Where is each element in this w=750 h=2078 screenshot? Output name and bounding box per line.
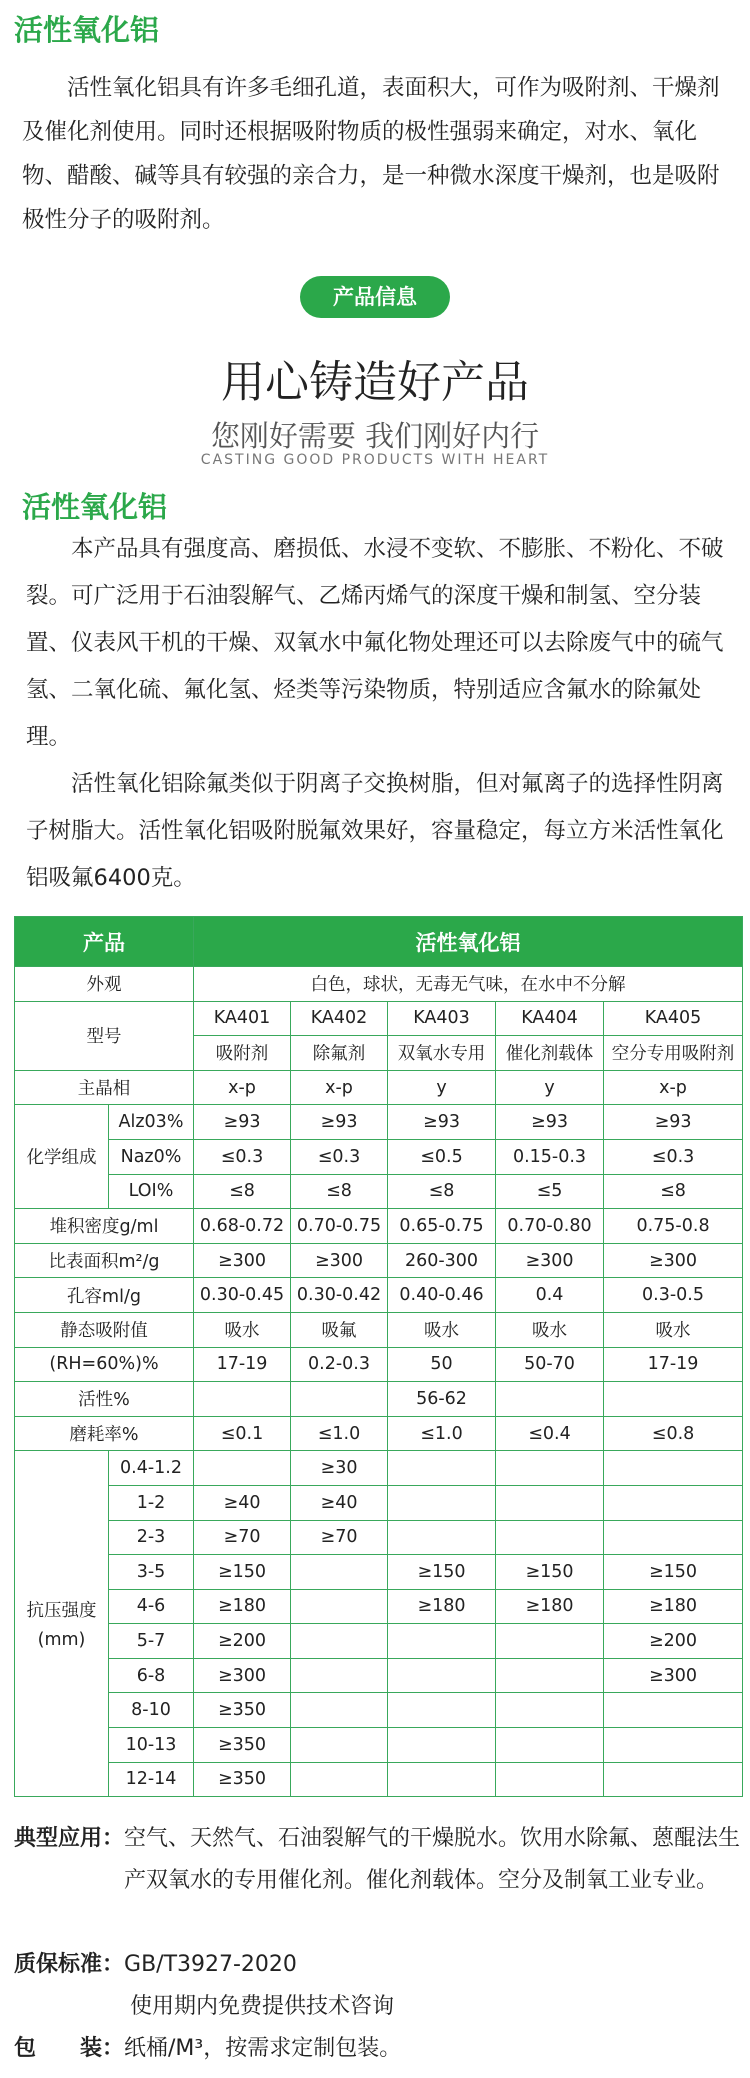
strength-cell: ≥350	[194, 1693, 291, 1728]
table-row	[15, 1278, 743, 1313]
strength-size-label: 3-5	[109, 1555, 194, 1590]
slogan-en: CASTING GOOD PRODUCTS WITH HEART	[200, 452, 550, 468]
table-row	[15, 1243, 743, 1278]
table-row	[15, 1555, 743, 1590]
phase-cell: y	[496, 1070, 604, 1105]
adsorb-type-cell: 吸水	[194, 1312, 291, 1347]
strength-cell: ≥40	[194, 1485, 291, 1520]
strength-cell	[604, 1451, 743, 1486]
strength-label	[15, 1451, 109, 1797]
chem-cell: ≤0.3	[604, 1139, 743, 1174]
phase-cell: y	[388, 1070, 496, 1105]
product-info-badge-wrap	[0, 276, 750, 318]
table-row	[15, 1728, 743, 1763]
use-cell: 双氧水专用	[388, 1036, 496, 1071]
adsorb-value-cell: 50-70	[496, 1347, 604, 1382]
strength-cell	[388, 1693, 496, 1728]
property-cell: ≥300	[604, 1243, 743, 1278]
strength-cell: ≥150	[604, 1555, 743, 1590]
table-row	[15, 1693, 743, 1728]
property-cell: 0.30-0.42	[291, 1278, 388, 1313]
activity-cell	[291, 1382, 388, 1417]
wear-cell: ≤1.0	[388, 1416, 496, 1451]
appearance-value: 白色，球状，无毒无气味，在水中不分解	[194, 967, 743, 1002]
chem-item-label: Naz0%	[109, 1139, 194, 1174]
wear-cell: ≤1.0	[291, 1416, 388, 1451]
property-cell: 0.70-0.75	[291, 1209, 388, 1244]
strength-cell	[496, 1624, 604, 1659]
strength-cell	[496, 1520, 604, 1555]
spec-table	[14, 916, 743, 1797]
standard-text: GB/T3927-2020	[124, 1952, 297, 1977]
chem-cell: ≤8	[388, 1174, 496, 1209]
chem-item-label: LOI%	[109, 1174, 194, 1209]
strength-size-label: 8-10	[109, 1693, 194, 1728]
header-name: 活性氧化铝	[194, 917, 743, 967]
section1-paragraph: 活性氧化铝具有许多毛细孔道，表面积大，可作为吸附剂、干燥剂及催化剂使用。同时还根据吸附物质的极性强弱来确定，对水、氧化物、醋酸、碱等具有较强的亲合力，是一种微水深度干燥剂，也是吸附极性分子的吸附剂。	[22, 75, 720, 233]
table-row	[15, 1451, 743, 1486]
chem-label: 化学组成	[15, 1105, 109, 1209]
activity-label: 活性%	[15, 1382, 194, 1417]
strength-cell	[496, 1485, 604, 1520]
strength-cell	[496, 1451, 604, 1486]
table-row	[15, 1589, 743, 1624]
strength-cell: ≥180	[604, 1589, 743, 1624]
chem-cell: ≥93	[496, 1105, 604, 1140]
typical-application	[14, 1818, 742, 1902]
model-label: 型号	[15, 1001, 194, 1070]
chem-cell: 0.15-0.3	[496, 1139, 604, 1174]
strength-cell	[388, 1485, 496, 1520]
strength-cell	[496, 1658, 604, 1693]
property-cell: 0.75-0.8	[604, 1209, 743, 1244]
strength-cell	[194, 1451, 291, 1486]
property-cell: 0.68-0.72	[194, 1209, 291, 1244]
strength-cell: ≥70	[194, 1520, 291, 1555]
table-row	[15, 1624, 743, 1659]
property-cell: 0.4	[496, 1278, 604, 1313]
table-row	[15, 1382, 743, 1417]
strength-cell: ≥180	[496, 1589, 604, 1624]
adsorb-value-cell: 0.2-0.3	[291, 1347, 388, 1382]
strength-cell: ≥300	[604, 1658, 743, 1693]
strength-cell: ≥200	[194, 1624, 291, 1659]
model-cell: KA403	[388, 1001, 496, 1036]
strength-cell: ≥30	[291, 1451, 388, 1486]
property-label: 堆积密度g/ml	[15, 1209, 194, 1244]
application-label: 典型应用：	[14, 1826, 125, 1851]
strength-cell	[604, 1693, 743, 1728]
packaging-text: 纸桶/M³，按需求定制包装。	[124, 2036, 402, 2061]
slogan-sub: 您刚好需要 我们刚好内行	[210, 419, 540, 453]
strength-size-label: 0.4-1.2	[109, 1451, 194, 1486]
adsorb-value-cell: 17-19	[604, 1347, 743, 1382]
table-row	[15, 1312, 743, 1347]
wear-cell: ≤0.8	[604, 1416, 743, 1451]
table-row	[15, 1209, 743, 1244]
model-cell: KA404	[496, 1001, 604, 1036]
standard-text2: 使用期内免费提供技术咨询	[130, 1994, 395, 2019]
slogan-main: 用心铸造好产品	[221, 357, 529, 408]
property-cell: 0.3-0.5	[604, 1278, 743, 1313]
strength-cell: ≥300	[194, 1658, 291, 1693]
adsorb-label: 静态吸附值	[15, 1312, 194, 1347]
chem-cell: ≤0.5	[388, 1139, 496, 1174]
strength-cell	[291, 1762, 388, 1797]
strength-size-label: 2-3	[109, 1520, 194, 1555]
wear-cell: ≤0.1	[194, 1416, 291, 1451]
property-label: 比表面积m²/g	[15, 1243, 194, 1278]
chem-cell: ≤8	[291, 1174, 388, 1209]
strength-cell	[496, 1762, 604, 1797]
strength-cell	[291, 1693, 388, 1728]
strength-cell	[291, 1658, 388, 1693]
phase-cell: x-p	[604, 1070, 743, 1105]
strength-cell	[388, 1520, 496, 1555]
table-row	[15, 1416, 743, 1451]
table-row	[15, 1174, 743, 1209]
strength-size-label: 5-7	[109, 1624, 194, 1659]
strength-label-line2: (mm)	[37, 1630, 86, 1651]
strength-cell	[388, 1451, 496, 1486]
product-info-badge: 产品信息	[300, 276, 450, 318]
strength-cell	[388, 1624, 496, 1659]
property-cell: 0.40-0.46	[388, 1278, 496, 1313]
section1-title: 活性氧化铝	[14, 13, 160, 47]
chem-cell: ≤0.3	[291, 1139, 388, 1174]
chem-item-label: Alz03%	[109, 1105, 194, 1140]
appearance-label: 外观	[15, 967, 194, 1002]
strength-cell: ≥150	[496, 1555, 604, 1590]
table-row	[15, 1139, 743, 1174]
strength-cell: ≥150	[388, 1555, 496, 1590]
activity-cell	[496, 1382, 604, 1417]
strength-cell	[388, 1728, 496, 1763]
header-product: 产品	[15, 917, 194, 967]
adsorb-type-cell: 吸氟	[291, 1312, 388, 1347]
adsorb-value-cell: 50	[388, 1347, 496, 1382]
property-cell: ≥300	[194, 1243, 291, 1278]
packaging-label: 包 装：	[14, 2036, 125, 2061]
table-row	[15, 1105, 743, 1140]
chem-cell: ≥93	[194, 1105, 291, 1140]
strength-cell	[496, 1693, 604, 1728]
strength-cell: ≥70	[291, 1520, 388, 1555]
property-cell: 0.65-0.75	[388, 1209, 496, 1244]
activity-cell	[604, 1382, 743, 1417]
table-row	[15, 1070, 743, 1105]
table-row	[15, 1347, 743, 1382]
strength-cell	[604, 1762, 743, 1797]
section2-title: 活性氧化铝	[22, 490, 168, 524]
table-row	[15, 1485, 743, 1520]
strength-cell	[496, 1728, 604, 1763]
adsorb-type-cell: 吸水	[604, 1312, 743, 1347]
strength-label-line1: 抗压强度	[26, 1601, 97, 1622]
chem-cell: ≥93	[291, 1105, 388, 1140]
table-row	[15, 1520, 743, 1555]
section2-paragraph-2: 活性氧化铝除氟类似于阴离子交换树脂，但对氟离子的选择性阴离子树脂大。活性氧化铝吸附脱氟效果好，容量稳定，每立方米活性氧化铝吸氟6400克。	[26, 771, 724, 891]
property-cell: ≥300	[496, 1243, 604, 1278]
model-cell: KA405	[604, 1001, 743, 1036]
strength-cell	[604, 1485, 743, 1520]
strength-size-label: 4-6	[109, 1589, 194, 1624]
property-cell: 260-300	[388, 1243, 496, 1278]
strength-size-label: 10-13	[109, 1728, 194, 1763]
strength-cell	[291, 1589, 388, 1624]
table-row	[15, 1658, 743, 1693]
strength-cell: ≥200	[604, 1624, 743, 1659]
model-cell: KA401	[194, 1001, 291, 1036]
strength-cell	[291, 1624, 388, 1659]
chem-cell: ≤5	[496, 1174, 604, 1209]
property-label: 孔容ml/g	[15, 1278, 194, 1313]
strength-cell	[388, 1658, 496, 1693]
chem-cell: ≤8	[604, 1174, 743, 1209]
adsorb-type-cell: 吸水	[496, 1312, 604, 1347]
strength-size-label: 6-8	[109, 1658, 194, 1693]
phase-cell: x-p	[194, 1070, 291, 1105]
property-cell: 0.70-0.80	[496, 1209, 604, 1244]
table-row	[15, 967, 743, 1002]
use-cell: 催化剂载体	[496, 1036, 604, 1071]
strength-size-label: 1-2	[109, 1485, 194, 1520]
strength-cell	[604, 1728, 743, 1763]
chem-cell: ≥93	[388, 1105, 496, 1140]
chem-cell: ≤0.3	[194, 1139, 291, 1174]
strength-cell: ≥150	[194, 1555, 291, 1590]
strength-cell	[388, 1762, 496, 1797]
application-text: 空气、天然气、石油裂解气的干燥脱水。饮用水除氟、蒽醌法生产双氧水的专用催化剂。催化剂载体。空分及制氧工业专业。	[124, 1826, 741, 1893]
use-cell: 空分专用吸附剂	[604, 1036, 743, 1071]
strength-cell: ≥40	[291, 1485, 388, 1520]
adsorb-value-cell: 17-19	[194, 1347, 291, 1382]
strength-cell: ≥350	[194, 1762, 291, 1797]
strength-cell	[291, 1555, 388, 1590]
activity-cell	[194, 1382, 291, 1417]
strength-cell	[604, 1520, 743, 1555]
phase-label: 主晶相	[15, 1070, 194, 1105]
strength-cell: ≥350	[194, 1728, 291, 1763]
strength-size-label: 12-14	[109, 1762, 194, 1797]
quality-standard	[14, 1944, 742, 2028]
chem-cell: ≤8	[194, 1174, 291, 1209]
table-row	[15, 917, 743, 967]
strength-cell	[291, 1728, 388, 1763]
strength-cell: ≥180	[194, 1589, 291, 1624]
property-cell: 0.30-0.45	[194, 1278, 291, 1313]
strength-cell: ≥180	[388, 1589, 496, 1624]
packaging	[14, 2028, 742, 2070]
phase-cell: x-p	[291, 1070, 388, 1105]
adsorb-rh-label: (RH=60%)%	[15, 1347, 194, 1382]
table-row	[15, 1762, 743, 1797]
wear-label: 磨耗率%	[15, 1416, 194, 1451]
model-cell: KA402	[291, 1001, 388, 1036]
use-cell: 除氟剂	[291, 1036, 388, 1071]
table-row	[15, 1001, 743, 1036]
use-cell: 吸附剂	[194, 1036, 291, 1071]
adsorb-type-cell: 吸水	[388, 1312, 496, 1347]
wear-cell: ≤0.4	[496, 1416, 604, 1451]
spec-table-body	[15, 917, 743, 1797]
section2-paragraph-1: 本产品具有强度高、磨损低、水浸不变软、不膨胀、不粉化、不破裂。可广泛用于石油裂解气、乙烯丙烯气的深度干燥和制氢、空分装置、仪表风干机的干燥、双氧水中氟化物处理还可以去除废气中的硫气氢、二氧化硫、氟化氢、烃类等污染物质，特别适应含氟水的除氟处理。	[26, 536, 724, 750]
chem-cell: ≥93	[604, 1105, 743, 1140]
property-cell: ≥300	[291, 1243, 388, 1278]
activity-cell: 56-62	[388, 1382, 496, 1417]
standard-label: 质保标准：	[14, 1952, 125, 1977]
section2-body	[26, 526, 734, 902]
